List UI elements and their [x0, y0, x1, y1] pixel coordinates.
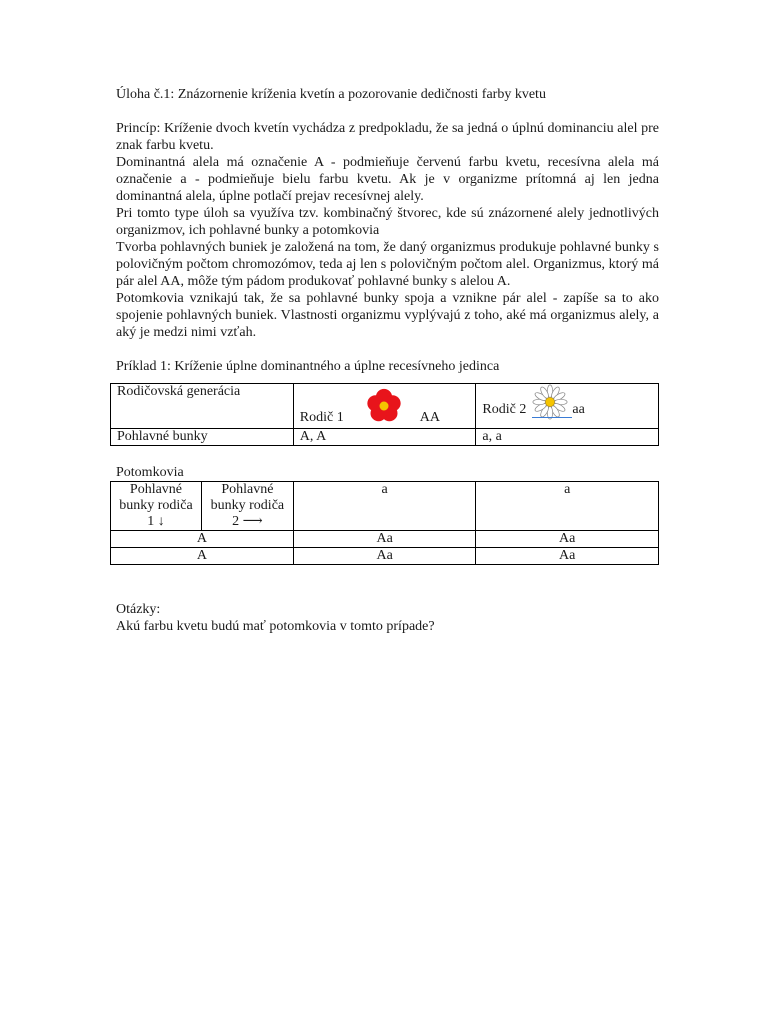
paragraph-principle: Princíp: Kríženie dvoch kvetín vychádza z predpokladu, že sa jedná o úplnú dominanciu alel pre znak farbu kvetu. — [116, 121, 659, 153]
paragraph-gametes: Tvorba pohlavných buniek je založená na tom, že daný organizmus produkuje pohlavné bunky s polovičným počtom chromozómov, teda aj len s polovičným počtom alel. Organizmus, ktorý má pár alel AA, môže tým pádom produkovať pohlavné bunky s alelou A. — [116, 240, 659, 289]
cell-genotype: Aa — [476, 548, 659, 565]
question-1: Akú farbu kvetu budú mať potomkovia v tomto prípade? — [116, 619, 435, 634]
paragraph-dominant-allele: Dominantná alela má označenie A - podmieňuje červenú farbu kvetu, recesívna alela má označenie a - podmieňuje bielu farbu kvetu. Ak je v organizme prítomná aj len jedna dominantná alela, úplne potlačí prejav recesívnej alely. — [116, 155, 659, 204]
header-allele-a2: a — [476, 482, 659, 531]
cell-genotype: Aa — [476, 531, 659, 548]
red-flower-icon — [366, 388, 402, 424]
header-allele-a1: a — [293, 482, 476, 531]
parents-table — [110, 383, 659, 446]
parent1-cell — [293, 384, 476, 429]
example-title: Príklad 1: Kríženie úplne dominantného a úplne recesívneho jedinca — [116, 359, 500, 374]
parent2-cell — [476, 384, 659, 429]
gametes-row-label: Pohlavné bunky — [111, 429, 294, 446]
daisy-stem-line — [532, 417, 572, 418]
parent1-gametes: A, A — [293, 429, 476, 446]
cell-genotype: Aa — [293, 548, 476, 565]
cell-genotype: Aa — [293, 531, 476, 548]
task-title: Úloha č.1: Znázornenie kríženia kvetín a pozorovanie dedičnosti farby kvetu — [116, 87, 546, 102]
row-gamete: A — [111, 531, 294, 548]
parents-row-label: Rodičovská generácia — [111, 384, 294, 429]
white-daisy-icon — [532, 384, 568, 420]
paragraph-offspring: Potomkovia vznikajú tak, že sa pohlavné bunky spoja a vznikne pár alel - zapíše sa to ako spojenie pohlavných buniek. Vlastnosti organizmu vyplývajú z toho, aké má organizmus alely, a aký je medzi nimi vzťah. — [116, 291, 659, 340]
header-gametes-parent1: Pohlavné bunky rodiča 1 ↓ — [111, 482, 202, 531]
document-page — [116, 86, 659, 635]
paragraph-combination-square: Pri tomto type úloh sa využíva tzv. kombinačný štvorec, kde sú znázornené alely jednotlivých organizmov, ich pohlavné bunky a potomkovia — [116, 206, 659, 238]
table-row — [111, 548, 659, 565]
parent2-label: Rodič 2 — [482, 402, 527, 417]
table-row — [111, 531, 659, 548]
offspring-label: Potomkovia — [116, 465, 184, 480]
questions-label: Otázky: — [116, 602, 161, 617]
offspring-table — [110, 481, 659, 565]
parent1-genotype: AA — [419, 410, 440, 425]
header-gametes-parent2: Pohlavné bunky rodiča 2 ⟶ — [201, 482, 293, 531]
row-gamete: A — [111, 548, 294, 565]
parent2-gametes: a, a — [476, 429, 659, 446]
parent2-genotype: aa — [572, 402, 585, 417]
parent1-label: Rodič 1 — [299, 410, 344, 425]
